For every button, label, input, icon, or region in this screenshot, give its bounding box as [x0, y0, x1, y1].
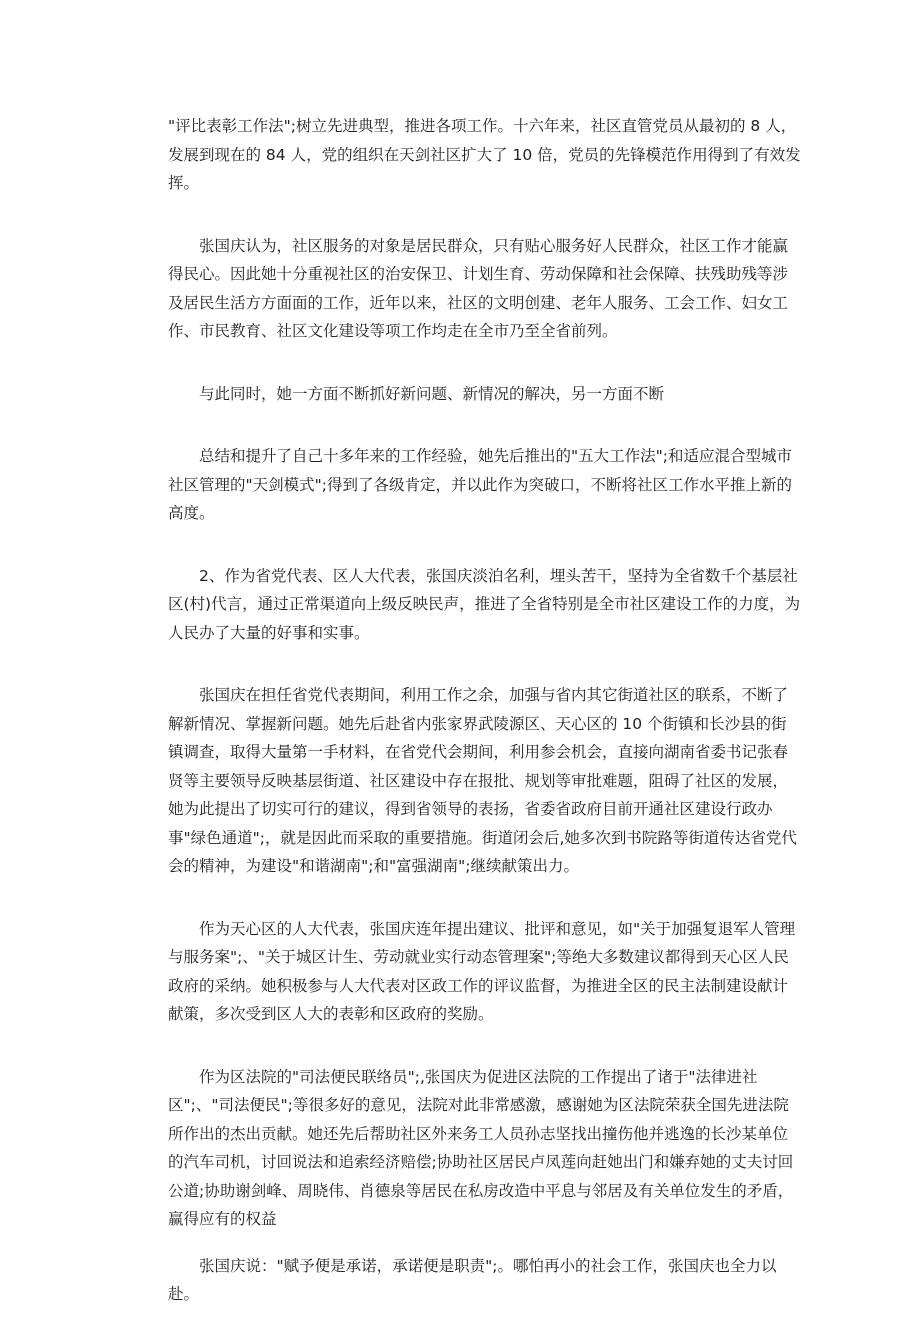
paragraph: 张国庆说："赋予便是承诺，承诺便是职责";。哪怕再小的社会工作，张国庆也全力以赴。 [168, 1256, 777, 1303]
paragraph: "评比表彰工作法";树立先进典型，推进各项工作。十六年来，社区直管党员从最初的 8 人，发展到现在的 84 人，党的组织在天剑社区扩大了 10 倍，党员的先锋模范作用得到了有效发挥。 [168, 117, 801, 192]
paragraph: 2、作为省党代表、区人大代表，张国庆淡泊名利，埋头苦干，坚持为全省数千个基层社区(村)代言，通过正常渠道向上级反映民声，推进了全省特别是全市社区建设工作的力度，为人民办了大量的好事和实事。 [168, 566, 801, 642]
paragraph: 与此同时，她一方面不断抓好新问题、新情况的解决，另一方面不断 [199, 384, 665, 403]
paragraph: 张国庆认为，社区服务的对象是居民群众，只有贴心服务好人民群众，社区工作才能赢得民心。因此她十分重视社区的治安保卫、计划生育、劳动保障和社会保障、扶残助残等涉及居民生活方方面面的工作，近年以来，社区的文明创建、老年人服务、工会工作、妇女工作、市民教育、社区文化建设等项工作均走在全市乃至全省前列。 [168, 236, 789, 340]
paragraph: 作为天心区的人大代表，张国庆连年提出建议、批评和意见，如"关于加强复退军人管理与服务案";、"关于城区计生、劳动就业实行动态管理案";等绝大多数建议都得到天心区人民政府的采纳。她积极参与人大代表对区政工作的评议监督，为推进全区的民主法制建设献计献策，多次受到区人大的表彰和区政府的奖励。 [168, 919, 796, 1023]
paragraph: 作为区法院的"司法便民联络员";,张国庆为促进区法院的工作提出了诸于"法律进社区";、"司法便民";等很多好的意见，法院对此非常感激，感谢她为区法院荣获全国先进法院所作出的杰出贡献。她还先后帮助社区外来务工人员孙志坚找出撞伤他并逃逸的长沙某单位的汽车司机，讨回说法和追索经济赔偿;协助社区居民卢凤莲向赶她出门和嫌弃她的丈夫讨回公道;协助谢剑峰、周晓伟、肖德泉等居民在私房改造中平息与邻居及有关单位发生的矛盾，赢得应有的权益 [168, 1067, 794, 1228]
paragraph: 张国庆在担任省党代表期间，利用工作之余，加强与省内其它街道社区的联系，不断了解新情况、掌握新问题。她先后赴省内张家界武陵源区、天心区的 10 个街镇和长沙县的街镇调查，取得大量第一手材料，在省党代会期间，利用参会机会，直接向湖南省委书记张春贤等主要领导反映基层街道、社区建设中存在报批、规划等审批难题，阻碍了社区的发展，她为此提出了切实可行的建议，得到省领导的表扬，省委省政府目前开通社区建设行政办事"绿色通道";，就是因此而采取的重要措施。街道闭会后,她多次到书院路等街道传达省党代会的精神，为建设"和谐湖南";和"富强湖南";继续献策出力。 [168, 686, 797, 875]
paragraph: 总结和提升了自己十多年来的工作经验，她先后推出的"五大工作法";和适应混合型城市社区管理的"天剑模式";得到了各级肯定，并以此作为突破口，不断将社区工作水平推上新的高度。 [168, 447, 792, 522]
document-body [168, 112, 802, 1343]
